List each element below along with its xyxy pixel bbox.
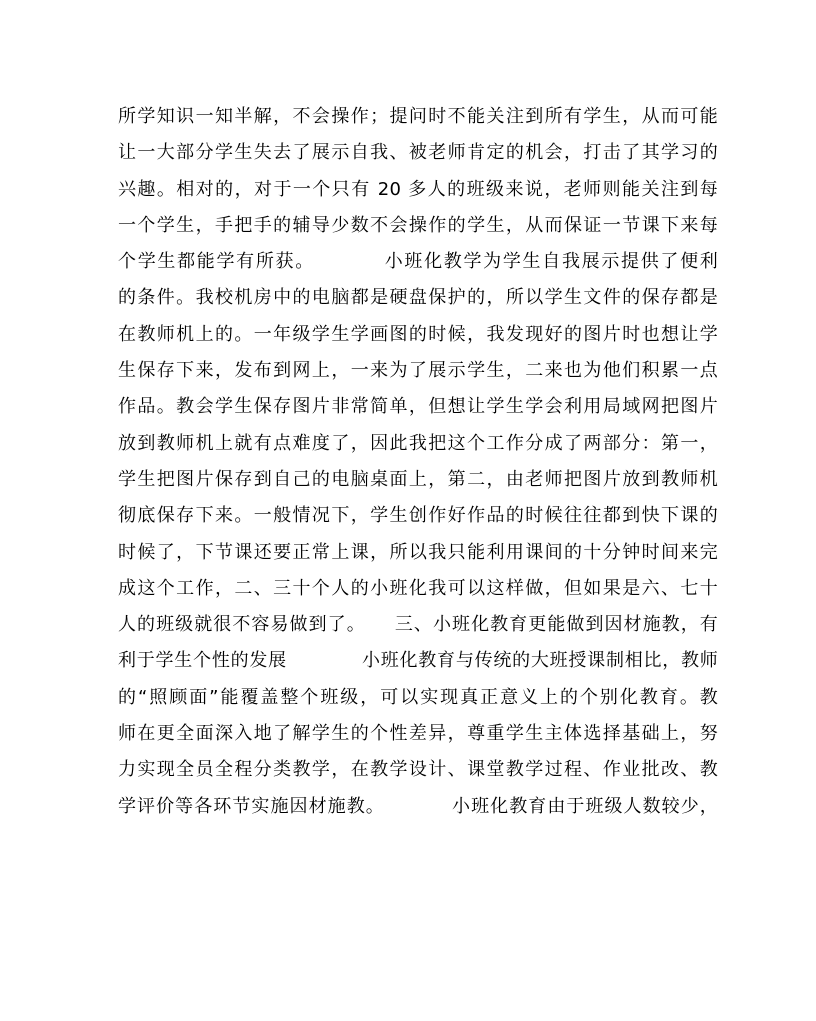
text-line-6: 的条件。我校机房中的电脑都是硬盘保护的，所以学生文件的保存都是 — [118, 287, 718, 309]
text-line-19: 力实现全员全程分类教学，在教学设计、课堂教学过程、作业批改、教 — [118, 759, 718, 781]
text-line-18: 师在更全面深入地了解学生的个性差异，尊重学生主体选择基础上，努 — [118, 723, 718, 745]
text-line-10: 放到教师机上就有点难度了，因此我把这个工作分成了两部分：第一， — [118, 432, 718, 454]
text-line-17: 的“照顾面”能覆盖整个班级，可以实现真正意义上的个别化教育。教 — [118, 686, 718, 708]
text-line-8: 生保存下来，发布到网上，一来为了展示学生，二来也为他们积累一点 — [118, 360, 718, 382]
text-line-15: 人的班级就很不容易做到了。 三、小班化教育更能做到因材施教，有 — [118, 614, 718, 636]
text-line-4: 一个学生，手把手的辅导少数不会操作的学生，从而保证一节课下来每 — [118, 214, 718, 236]
text-line-1: 所学知识一知半解，不会操作；提问时不能关注到所有学生，从而可能 — [118, 106, 718, 127]
text-line-3: 兴趣。相对的，对于一个只有 20 多人的班级来说，老师则能关注到每 — [118, 178, 718, 200]
body-text — [118, 99, 718, 825]
text-line-2: 让一大部分学生失去了展示自我、被老师肯定的机会，打击了其学习的 — [118, 142, 718, 164]
text-line-16: 利于学生个性的发展 小班化教育与传统的大班授课制相比，教师 — [118, 650, 718, 672]
text-line-20: 学评价等各环节实施因材施教。 小班化教育由于班级人数较少， — [118, 795, 718, 817]
text-line-5: 个学生都能学有所获。 小班化教学为学生自我展示提供了便利 — [118, 251, 718, 273]
text-line-14: 成这个工作，二、三十个人的小班化我可以这样做，但如果是六、七十 — [118, 577, 718, 599]
text-line-11: 学生把图片保存到自己的电脑桌面上，第二，由老师把图片放到教师机 — [118, 468, 718, 490]
text-line-13: 时候了，下节课还要正常上课，所以我只能利用课间的十分钟时间来完 — [118, 541, 718, 563]
text-line-9: 作品。教会学生保存图片非常简单，但想让学生学会利用局域网把图片 — [118, 396, 718, 418]
text-line-7: 在教师机上的。一年级学生学画图的时候，我发现好的图片时也想让学 — [118, 323, 718, 345]
text-line-12: 彻底保存下来。一般情况下，学生创作好作品的时候往往都到快下课的 — [118, 505, 718, 527]
